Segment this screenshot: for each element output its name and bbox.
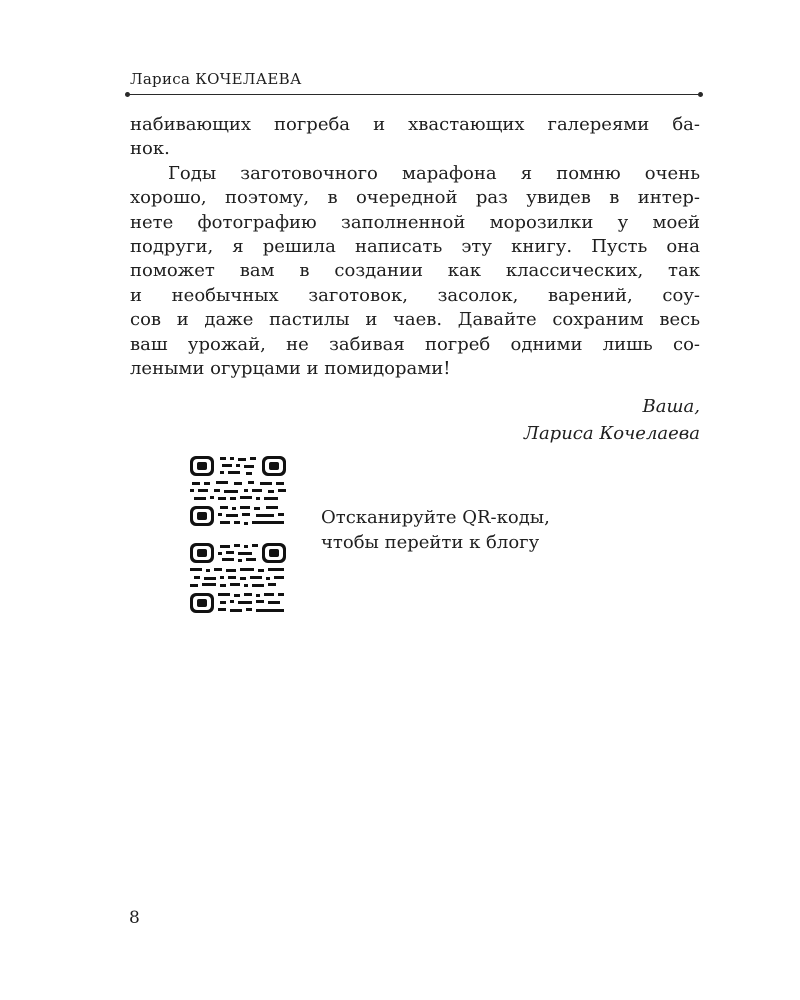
signature-salutation: Ваша, bbox=[642, 396, 700, 417]
signature bbox=[524, 393, 700, 447]
text-line: хорошо, поэтому, в очередной раз увидев в интер- bbox=[130, 187, 700, 209]
text-line: поможет вам в создании как классических, так bbox=[130, 260, 700, 282]
text-line: леными огурцами и помидорами! bbox=[130, 358, 451, 380]
qr-code-1[interactable] bbox=[190, 456, 286, 526]
qr-code-icon bbox=[190, 543, 286, 613]
qr-caption-line: чтобы перейти к блогу bbox=[321, 532, 540, 553]
qr-code-2[interactable] bbox=[190, 543, 286, 613]
text-line: ваш урожай, не забивая погреб одними лишь со- bbox=[130, 333, 700, 355]
text-line: и необычных заготовок, засолок, варений, соу- bbox=[130, 284, 700, 306]
text-line: нете фотографию заполненной морозилки у моей bbox=[130, 211, 700, 233]
text-line: набивающих погреба и хвастающих галереями ба- bbox=[130, 114, 700, 135]
qr-code-icon bbox=[190, 456, 286, 526]
qr-caption bbox=[321, 505, 550, 555]
header-rule bbox=[128, 94, 700, 95]
text-line: нок. bbox=[130, 138, 170, 160]
text-line: подруги, я решила написать эту книгу. Пусть она bbox=[130, 236, 700, 258]
body-text bbox=[130, 113, 700, 381]
text-line: сов и даже пастилы и чаев. Давайте сохраним весь bbox=[130, 309, 700, 331]
qr-caption-line: Отсканируйте QR-коды, bbox=[321, 507, 550, 528]
signature-name: Лариса Кочелаева bbox=[523, 423, 700, 444]
running-head: Лариса КОЧЕЛАЕВА bbox=[130, 70, 302, 88]
text-line: Годы заготовочного марафона я помню очень bbox=[168, 162, 700, 184]
page-number: 8 bbox=[129, 908, 140, 928]
